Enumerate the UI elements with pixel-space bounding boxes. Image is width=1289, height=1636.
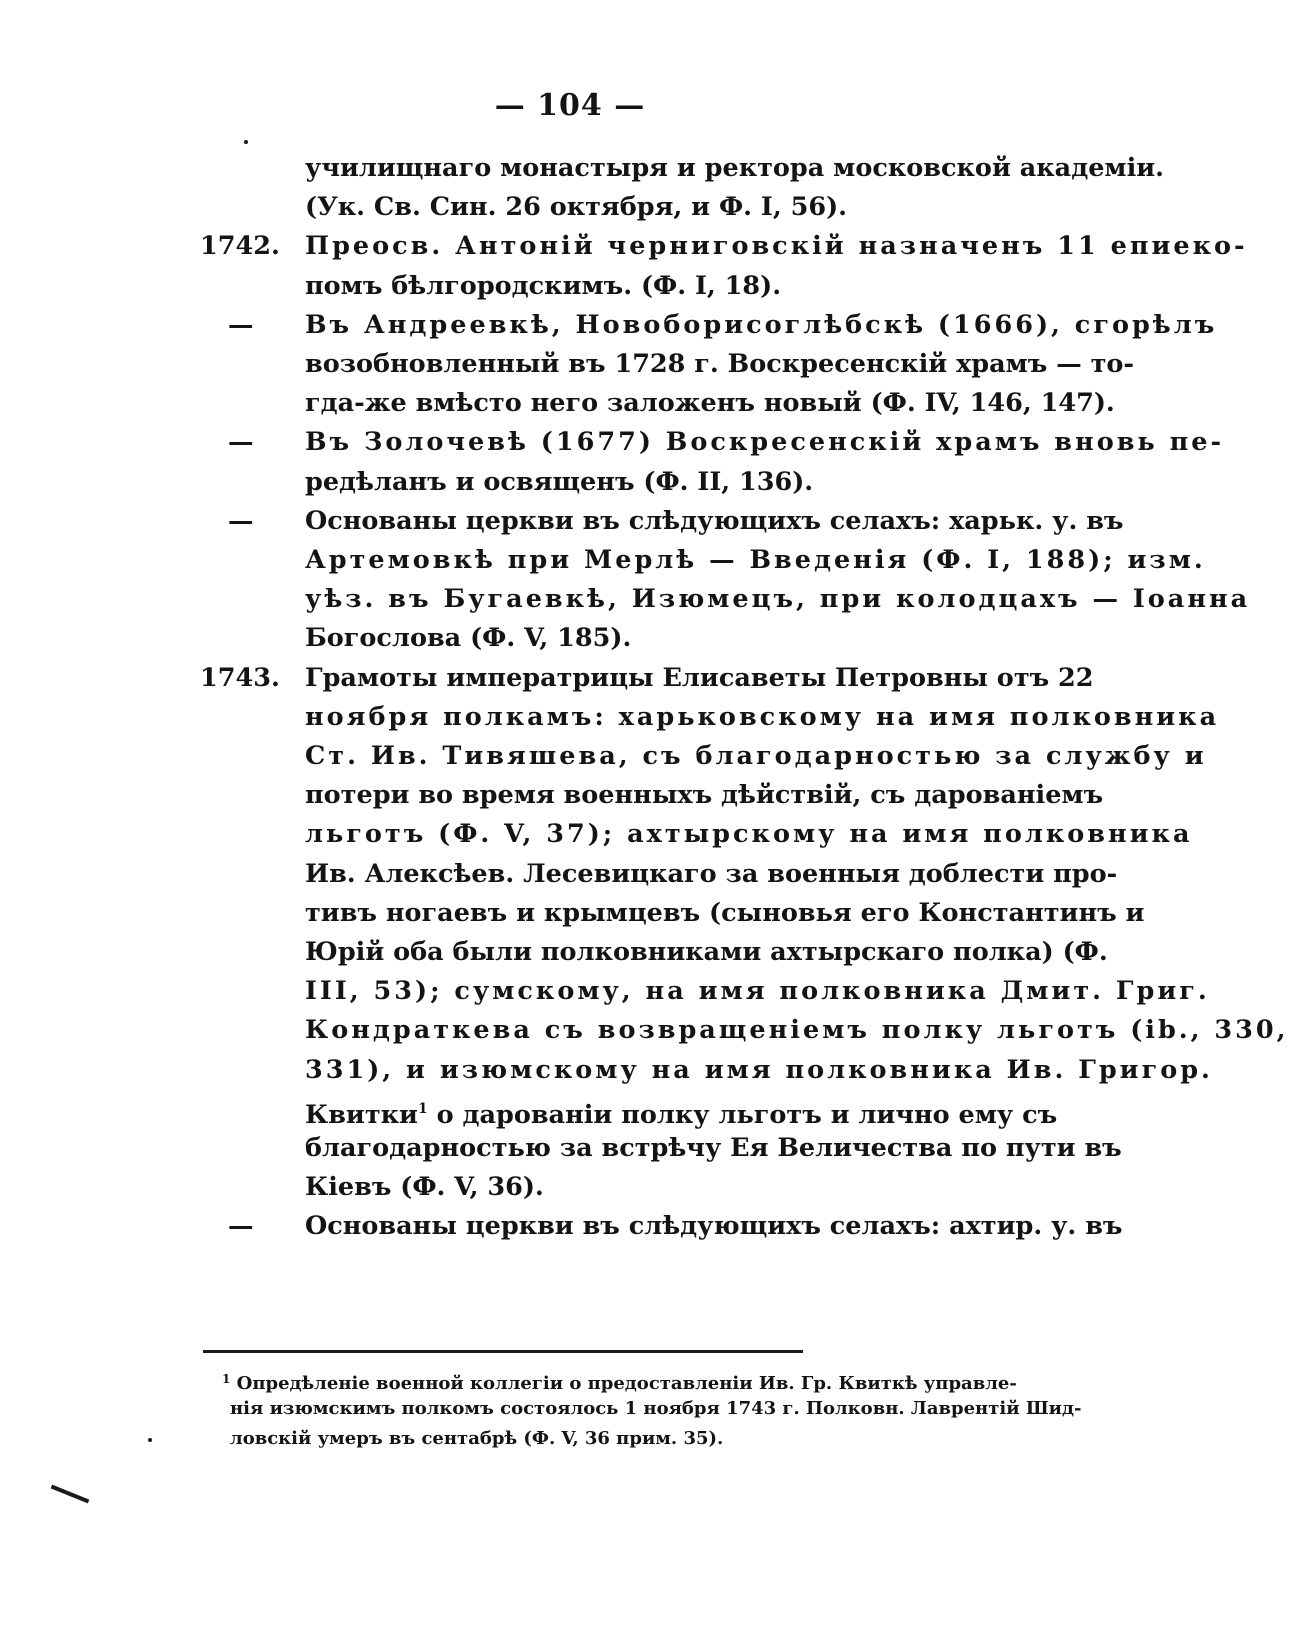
line-text	[305, 971, 1210, 1011]
line-text	[305, 814, 1193, 854]
line-text-part: Преосв. Антоній черниговскій назначенъ 11 епиеко-	[305, 231, 1248, 261]
line-text	[305, 658, 1094, 698]
line-text	[305, 775, 1104, 815]
line-text-part: Грамоты императрицы Елисаветы Петровны отъ 22	[305, 663, 1094, 693]
text-line	[0, 658, 1140, 698]
ink-smudge	[51, 1485, 90, 1504]
text-line	[0, 736, 1207, 776]
text-line	[0, 344, 1140, 384]
line-text-part: училищнаго монастыря и ректора московской академіи.	[305, 153, 1165, 183]
text-line	[0, 971, 1210, 1011]
line-text	[305, 344, 1134, 384]
line-text	[305, 1206, 1123, 1246]
line-text	[305, 854, 1118, 894]
line-text-part: Въ Золочевѣ (1677) Воскресенскій храмъ вновь пе-	[305, 427, 1225, 457]
text-line	[0, 1089, 1140, 1129]
footnote-line-text: Опредѣленіе военной коллегіи о предоставленіи Ив. Гр. Квиткѣ управле-	[236, 1373, 1017, 1394]
text-line	[0, 501, 1140, 541]
text-line	[0, 854, 1140, 894]
entry-dash: —	[228, 506, 254, 536]
page-number: — 104 —	[494, 88, 646, 123]
text-line	[0, 618, 1140, 658]
year-label: 1742.	[200, 231, 280, 261]
line-text-part: редѣланъ и освященъ (Ф. II, 136).	[305, 467, 814, 497]
line-text-part: Основаны церкви въ слѣдующихъ селахъ: харьк. у. въ	[305, 506, 1124, 536]
line-text	[305, 1050, 1213, 1090]
line-text	[305, 1010, 1289, 1050]
entry-dash: —	[228, 427, 254, 457]
line-text-part: потери во время военныхъ дѣйствій, съ дарованіемъ	[305, 780, 1104, 810]
text-line	[0, 148, 1165, 188]
line-text-part: гда-же вмѣсто него заложенъ новый (Ф. IV, 146, 147).	[305, 388, 1115, 418]
ink-speck	[244, 140, 248, 144]
line-text-part: возобновленный въ 1728 г. Воскресенскій храмъ — то-	[305, 349, 1134, 379]
footnote-text	[230, 1424, 1010, 1454]
line-text-part: тивъ ногаевъ и крымцевъ (сыновья его Константинъ и	[305, 898, 1145, 928]
footnote-number: 1	[222, 1372, 231, 1386]
entry-dash: —	[228, 310, 254, 340]
text-line	[0, 187, 1140, 227]
text-line	[0, 226, 1248, 266]
line-text	[305, 579, 1251, 619]
footnote-text	[230, 1394, 1082, 1424]
line-text	[305, 226, 1248, 266]
line-text-part: ноября полкамъ: харьковскому на имя полковника	[305, 702, 1220, 732]
text-line	[0, 697, 1220, 737]
text-line	[0, 579, 1251, 619]
entry-dash: —	[228, 1211, 254, 1241]
text-line	[0, 540, 1206, 580]
text-line	[0, 932, 1140, 972]
footnote-line	[0, 1394, 1140, 1424]
line-text	[305, 932, 1108, 972]
footnote-line	[0, 1364, 1140, 1394]
text-line	[0, 462, 1140, 502]
line-text-part: Кондраткева съ возвращеніемъ полку льготъ (ib., 330,	[305, 1015, 1289, 1045]
footnote-line-text: ловскій умеръ въ сентабрѣ (Ф. V, 36 прим. 35).	[230, 1428, 724, 1449]
line-text-part: Юрій оба были полковниками ахтырскаго полка) (Ф.	[305, 937, 1108, 967]
line-text	[305, 501, 1124, 541]
line-text-part: благодарностью за встрѣчу Ея Величества по пути въ	[305, 1133, 1122, 1163]
footnote-line-text: нія изюмскимъ полкомъ состоялось 1 ноября 1743 г. Полковн. Лаврентій Шид-	[230, 1398, 1082, 1419]
line-text	[305, 462, 1010, 502]
ink-speck	[148, 1438, 152, 1442]
line-text	[305, 540, 1206, 580]
line-text	[305, 1167, 1010, 1207]
line-text-part: Основаны церкви въ слѣдующихъ селахъ: ахтир. у. въ	[305, 1211, 1123, 1241]
line-text-part: льготъ (Ф. V, 37); ахтырскому на имя полковника	[305, 819, 1193, 849]
line-text	[305, 422, 1225, 462]
line-text	[305, 1128, 1122, 1168]
line-text	[305, 266, 1010, 306]
line-text	[305, 697, 1220, 737]
year-label: 1743.	[200, 663, 280, 693]
text-line	[0, 1167, 1140, 1207]
footnote-line	[0, 1424, 1140, 1454]
line-text-part: помъ бѣлгородскимъ. (Ф. I, 18).	[305, 271, 782, 301]
text-line	[0, 1128, 1140, 1168]
text-line	[0, 1206, 1140, 1246]
text-line	[0, 266, 1140, 306]
text-line	[0, 1050, 1213, 1090]
line-text-part: Въ Андреевкѣ, Новоборисоглѣбскѣ (1666), сгорѣлъ	[305, 310, 1218, 340]
text-line	[0, 305, 1218, 345]
line-text-part: Богослова (Ф. V, 185).	[305, 623, 632, 653]
line-text-part: Ст. Ив. Тивяшева, съ благодарностью за службу и	[305, 741, 1207, 771]
line-text-part: Ив. Алексѣев. Лесевицкаго за военныя доблести про-	[305, 859, 1118, 889]
line-text	[305, 736, 1207, 776]
text-line	[0, 775, 1140, 815]
line-text-part: (Ук. Св. Син. 26 октября, и Ф. I, 56).	[305, 192, 848, 222]
line-text	[305, 383, 1115, 423]
text-line	[0, 893, 1145, 933]
line-text	[305, 305, 1218, 345]
line-text-part: уѣз. въ Бугаевкѣ, Изюмецъ, при колодцахъ — Іоанна	[305, 584, 1251, 614]
text-line	[0, 1010, 1289, 1050]
line-text	[305, 893, 1145, 933]
line-text-part: Артемовкѣ при Мерлѣ — Введенія (Ф. I, 188); изм.	[305, 545, 1206, 575]
line-text-part: о дарованіи полку льготъ и лично ему съ	[427, 1100, 1058, 1130]
line-text-part: III, 53); сумскому, на имя полковника Дмит. Григ.	[305, 976, 1210, 1006]
line-text-part: Квитки	[305, 1100, 418, 1130]
line-text	[305, 187, 1010, 227]
footnote-marker: 1	[417, 1101, 428, 1117]
line-text-part: Кіевъ (Ф. V, 36).	[305, 1172, 544, 1202]
text-line	[0, 383, 1140, 423]
text-line	[0, 814, 1193, 854]
footnote-divider	[203, 1350, 803, 1353]
line-text	[305, 148, 1165, 188]
line-text	[305, 618, 1010, 658]
line-text-part: 331), и изюмскому на имя полковника Ив. Григор.	[305, 1055, 1213, 1085]
text-line	[0, 422, 1225, 462]
